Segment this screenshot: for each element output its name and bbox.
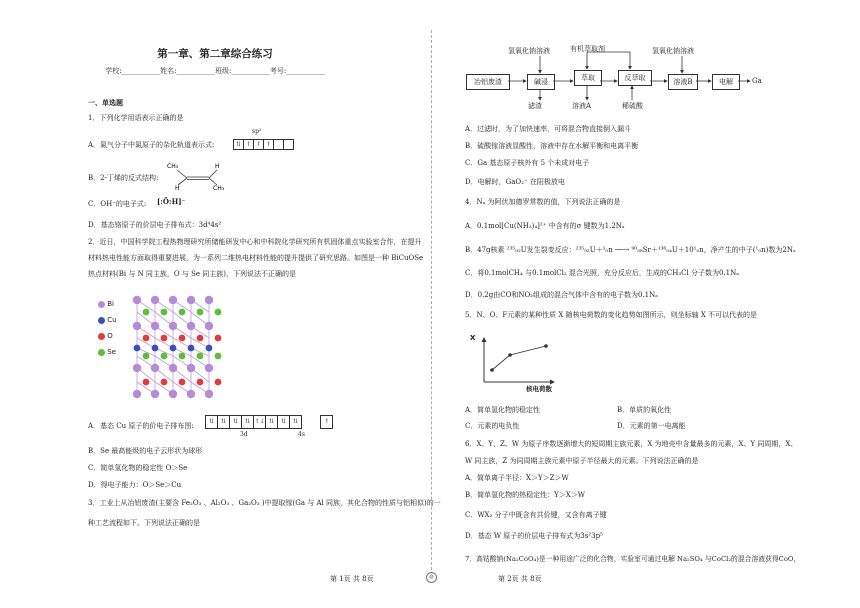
se-atom bbox=[215, 309, 222, 316]
cu-atom bbox=[134, 345, 141, 352]
point-n bbox=[490, 368, 494, 372]
bi-atom bbox=[187, 296, 195, 304]
q3-option-b: B．硫酸镓溶液显酸性，溶液中存在水解平衡和电离平衡 bbox=[465, 142, 639, 150]
q2-option-d: D．得电子能力：O＞Se＞Cu bbox=[88, 481, 182, 489]
se-atom bbox=[161, 353, 168, 360]
bi-atom bbox=[169, 390, 177, 398]
crystal-legend bbox=[98, 300, 117, 364]
q4-stem: 4．Nₐ 为阿伏加德罗常数的值，下列说法正确的是 bbox=[465, 198, 621, 206]
ch3-left: CH₃ bbox=[167, 163, 179, 170]
o-atom bbox=[143, 335, 150, 342]
q1-option-b: B．2-丁烯的反式结构: bbox=[88, 174, 159, 182]
q2-stem-3: 热点材料(Bi 与 N 同主族，O 与 Se 同主族)，下列说法不正确的是 bbox=[88, 270, 296, 278]
q2-option-a: A．基态 Cu 原子的价电子排布图: bbox=[88, 422, 194, 430]
cu-atom bbox=[152, 345, 159, 352]
q2-option-b: B．Se 最高能级的电子云形状为球形 bbox=[88, 447, 203, 455]
q5-option-a: A．简单氢化物的稳定性 bbox=[465, 406, 541, 414]
flow-box-electrolysis: 电解 bbox=[712, 74, 740, 90]
q6-stem-1: 6．X、Y、Z、W 为原子序数逐渐增大的短周期主族元素，X 为地壳中含量最多的元素，X、Y 同周期，X、 bbox=[465, 440, 798, 448]
student-info-line: 学校:___________姓名:___________班级:___________考号:___________ bbox=[105, 67, 325, 75]
q4-option-b: B．47g核素 ²³⁵₉₂U发生裂变反应：²³⁵₉₂U＋¹₀n ──→ ⁹⁰₃₈Sr＋¹³⁶₅₄U＋10¹₀n，净产生的中子(¹₀n)数为2Nₐ bbox=[465, 246, 796, 254]
bi-atom bbox=[187, 364, 195, 372]
o-atom bbox=[197, 379, 204, 386]
q4-option-a: A．0.1mol[Cu(NH₃)₄]²⁺ 中含有的σ 键数为1.2Nₐ bbox=[465, 222, 625, 230]
se-atom bbox=[179, 353, 186, 360]
q3-option-d: D．电解时，GaO₂⁻ 在阳极放电 bbox=[465, 178, 565, 186]
h-left: H bbox=[175, 185, 180, 192]
page-divider bbox=[431, 30, 432, 580]
legend-item-cu: Cu bbox=[98, 316, 117, 332]
flow-product: Ga bbox=[752, 77, 762, 85]
graph-x-label: 核电荷数 bbox=[526, 385, 552, 393]
se-atom bbox=[143, 353, 150, 360]
bi-atom bbox=[151, 364, 159, 372]
se-atom bbox=[215, 353, 222, 360]
q3-stem-1: 3．工业上从冶铝废渣(主要含 Fe₂O₃ 、Al₂O₃ 、Ga₂O₃ )中提取镓(Ga 与 Al 同族，其化合物的性质与铝相似)的一 bbox=[88, 499, 441, 507]
page-number-right: 第 2页 共 8页 bbox=[498, 575, 542, 583]
o-atom bbox=[161, 379, 168, 386]
legend-item-se: Se bbox=[98, 348, 117, 364]
q6-option-d: D．基态 W 原子的价层电子排布式为3s²3p⁵ bbox=[465, 532, 603, 540]
bi-atom bbox=[187, 322, 195, 330]
q6-stem-2: W 同主族，Z 为同周期主族元素中原子半径最大的元素。下列说法正确的是 bbox=[465, 457, 699, 465]
flow-box-waste: 冶铝废渣 bbox=[466, 74, 510, 90]
bi-atom bbox=[205, 390, 213, 398]
q7-stem: 7．高钴酸钠(Na₂CoO₄)是一种用途广泛的化合物，实验室可通过电解 Na₂SO₄ 与CoCl₂的混合溶液获得CoO， bbox=[465, 555, 801, 563]
flow-top-label-extractant: 有机萃取剂 bbox=[570, 45, 605, 53]
bi-atom bbox=[205, 322, 213, 330]
q4-option-d: D．0.2g由CO和NO₂组成的混合气体中含有的电子数为0.1Nₐ bbox=[465, 291, 658, 299]
q2-option-c: C．简单氢化物的稳定性 O＞Se bbox=[88, 464, 188, 472]
q5-option-d: D．元素的第一电离能 bbox=[617, 422, 686, 430]
flow-top-label-naoh-2: 氢氧化钠溶液 bbox=[652, 47, 694, 55]
se-atom bbox=[143, 309, 150, 316]
label-3d: 3d bbox=[240, 431, 248, 438]
bi-atom bbox=[133, 296, 141, 304]
graph-y-label: X bbox=[470, 334, 476, 342]
o-atom bbox=[143, 379, 150, 386]
o-atom bbox=[179, 379, 186, 386]
bi-atom bbox=[151, 296, 159, 304]
flow-bottom-label-residue: 滤渣 bbox=[528, 102, 542, 110]
label-4s: 4s bbox=[298, 431, 305, 438]
q6-option-a: A．简单离子半径：X＞Y＞Z＞W bbox=[465, 474, 569, 482]
se-atom bbox=[197, 353, 204, 360]
q1-stem: 1．下列化学用语表示正确的是 bbox=[88, 114, 184, 122]
q1-orbital-diagram: ⇅ ↑ ↑ ↑ bbox=[234, 139, 294, 150]
point-f bbox=[544, 344, 548, 348]
section-heading: 一、单选题 bbox=[88, 99, 123, 107]
q6-option-c: C．WX₂ 分子中既含有共价键，又含有离子键 bbox=[465, 511, 607, 519]
bi-atom bbox=[205, 296, 213, 304]
q4-option-c: C．将0.1molCH₄ 与0.1molCl₂ 混合光照，充分反应后，生成的CH₃Cl 分子数为0.1Nₐ bbox=[465, 269, 739, 277]
q6-option-b: B．简单氢化物的热稳定性：Y＞X＞W bbox=[465, 491, 585, 499]
flow-top-label-naoh-1: 氢氧化钠溶液 bbox=[508, 47, 550, 55]
flow-bottom-label-sulfuric-acid: 稀硫酸 bbox=[622, 102, 643, 110]
flow-box-back-extraction: 反萃取 bbox=[618, 70, 652, 86]
q3-stem-2: 种工艺流程如下。下列说法正确的是 bbox=[88, 519, 200, 527]
h-right: H bbox=[215, 163, 220, 170]
ch3-right: CH₃ bbox=[213, 185, 225, 192]
bi-atom bbox=[169, 364, 177, 372]
o-atom bbox=[179, 335, 186, 342]
trans-2-butene-structure bbox=[165, 160, 235, 192]
q1-option-d: D．基态铬原子的价层电子排布式：3d⁴4s² bbox=[88, 221, 222, 229]
cu-atom bbox=[170, 345, 177, 352]
flow-box-alkali-leach: 碱浸 bbox=[527, 74, 555, 90]
q1-option-a: A．氮气分子中氮原子的杂化轨道表示式: bbox=[88, 141, 215, 149]
o-atom bbox=[215, 379, 222, 386]
se-atom bbox=[161, 309, 168, 316]
point-o bbox=[508, 353, 512, 357]
q2-stem-2: 材料热电性能方面取得重要进展，为一系列二维热电材料性能的提升提供了研究思路。如图是一种 BiCuOSe bbox=[88, 254, 424, 262]
bi-atom bbox=[133, 390, 141, 398]
o-atom bbox=[161, 335, 168, 342]
legend-item-o: O bbox=[98, 332, 117, 348]
bi-atom bbox=[187, 390, 195, 398]
cu-atom bbox=[206, 345, 213, 352]
flow-box-solution-b: 溶液B bbox=[668, 74, 698, 90]
bi-atom bbox=[133, 322, 141, 330]
page-number-left: 第 1页 共 8页 bbox=[330, 575, 374, 583]
flow-bottom-label-solution-a: 溶液A bbox=[572, 102, 592, 110]
q1-orbital-label: sp² bbox=[252, 128, 262, 135]
binding-mark-icon: ◎ bbox=[426, 572, 437, 583]
q2-stem-1: 2．近日，中国科学院工程热物理研究所储能研发中心和中科院化学研究所有机固体重点实验室合作，在提升 bbox=[88, 238, 422, 246]
bi-atom bbox=[169, 296, 177, 304]
o-atom bbox=[197, 335, 204, 342]
bi-atom bbox=[133, 364, 141, 372]
cu-orbital-diagram: ⇅ ⇅ ⇅ ⇅ ↑↓ ⇅ ⇅ ⇅ ↑ bbox=[206, 415, 333, 429]
trend-graph bbox=[478, 334, 558, 386]
page-title: 第一章、第二章综合练习 bbox=[157, 48, 273, 60]
q3-option-c: C．Ga 基态原子核外有 5 个未成对电子 bbox=[465, 159, 590, 167]
bi-atom bbox=[169, 322, 177, 330]
se-atom bbox=[197, 309, 204, 316]
oh-electron-formula: [:Ö:H]⁻ bbox=[157, 197, 186, 206]
bicuose-crystal-structure bbox=[125, 292, 225, 402]
trend-line bbox=[492, 346, 546, 370]
q5-option-b: B．单质的氧化性 bbox=[617, 406, 672, 414]
bi-atom bbox=[151, 390, 159, 398]
legend-item-bi: Bi bbox=[98, 300, 117, 316]
q5-stem: 5．N、O、F元素的某种性质 X 随核电荷数的变化趋势如图所示，则坐标轴 X 不可以代表的是 bbox=[465, 311, 758, 319]
o-atom bbox=[215, 335, 222, 342]
q1-option-c: C．OH⁻的电子式: bbox=[88, 200, 147, 208]
se-atom bbox=[179, 309, 186, 316]
bi-atom bbox=[151, 322, 159, 330]
q3-option-a: A．过滤时，为了加快速率，可将混合物直接倒入漏斗 bbox=[465, 125, 632, 133]
cu-atom bbox=[188, 345, 195, 352]
bi-atom bbox=[205, 364, 213, 372]
flowchart-arrows bbox=[460, 44, 770, 114]
flow-box-extraction: 萃取 bbox=[574, 70, 602, 86]
q5-option-c: C．元素的电负性 bbox=[465, 422, 520, 430]
